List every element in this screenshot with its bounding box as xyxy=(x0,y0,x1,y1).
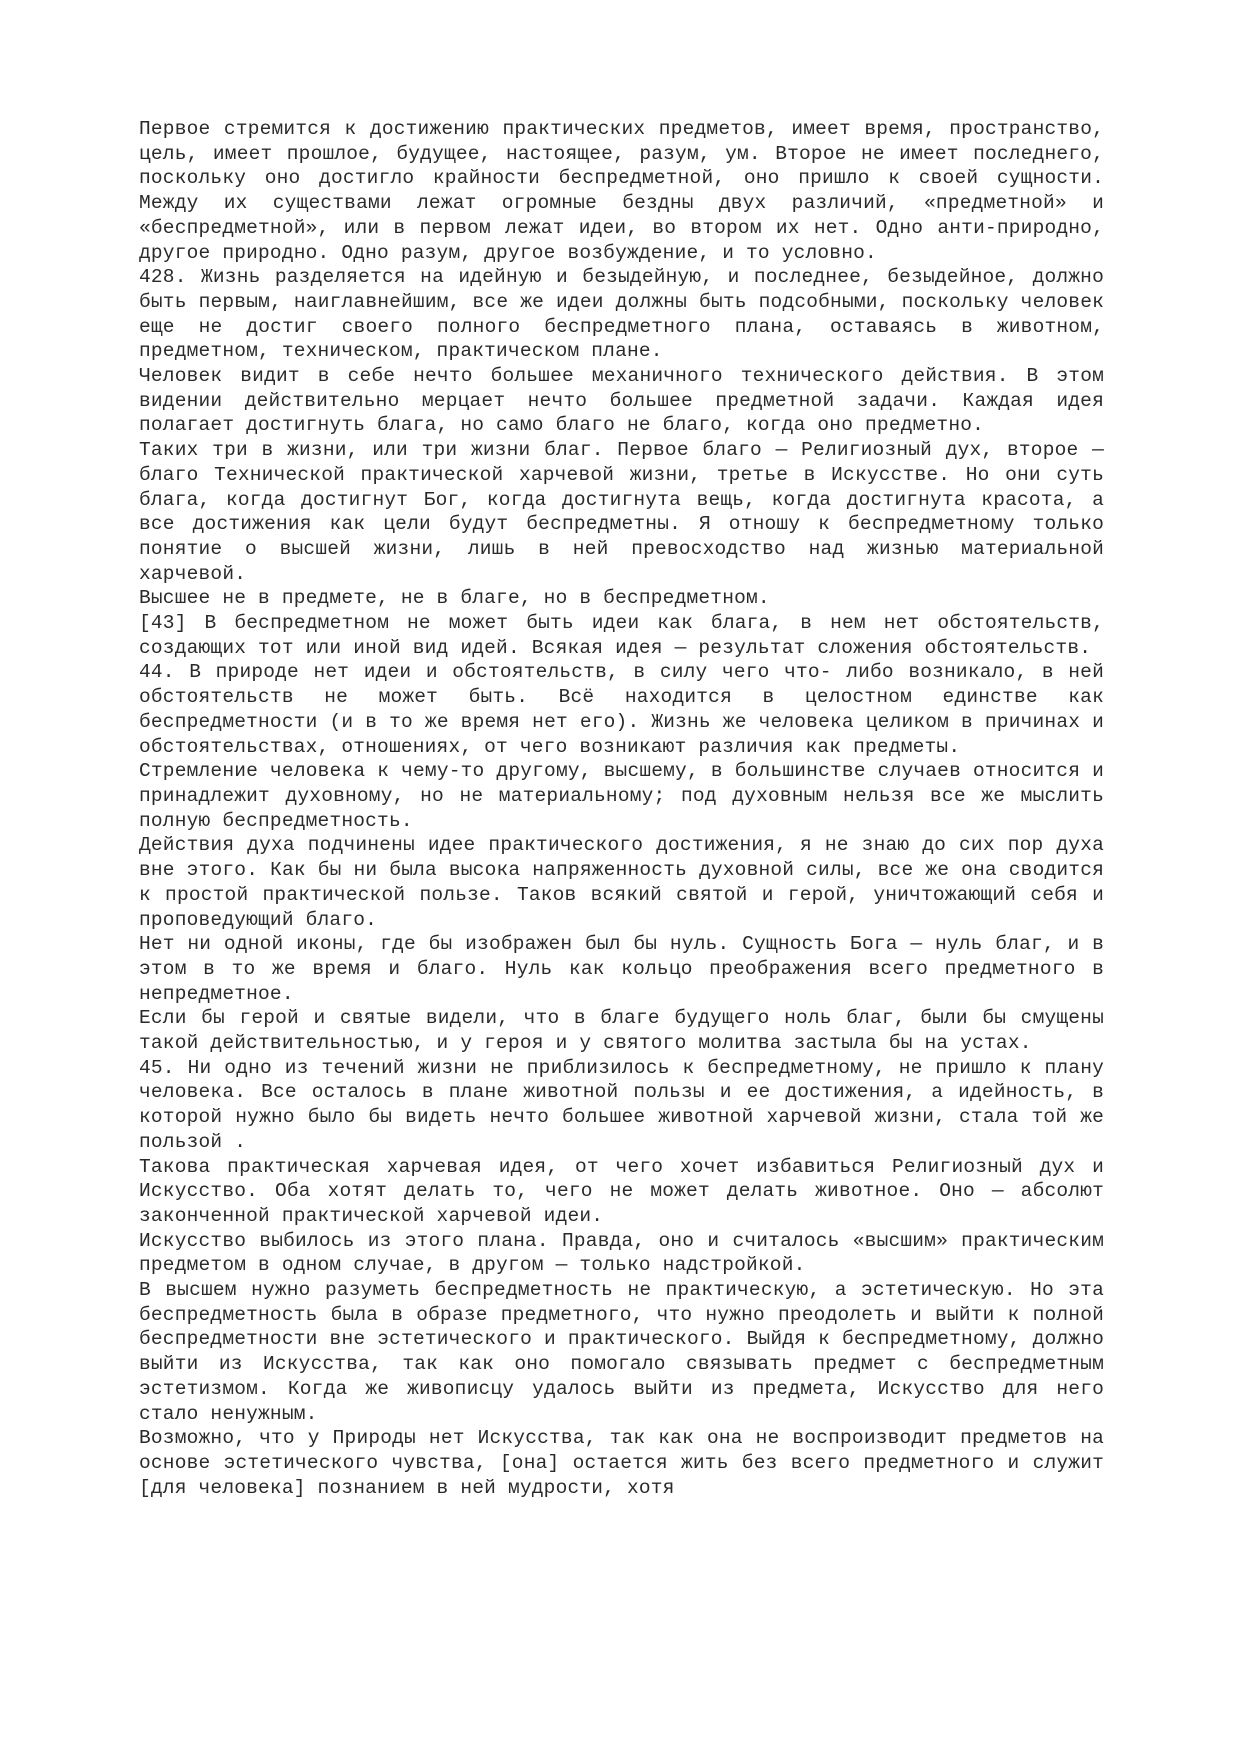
paragraph-1: Первое стремится к достижению практических предметов, имеет время, пространство, цель, имеет прошлое, будущее, настоящее, разум, ум. Второе не имеет последнего, поскольку оно достигло крайности беспредметной, оно пришло к своей сущности. Между их существами лежат огромные бездны двух различий, «предметной» и «беспредметной», или в первом лежат идеи, во втором их нет. Одно анти-природно, другое природно. Одно разум, другое возбуждение, и то условно. xyxy=(139,118,1104,264)
paragraph-16: Возможно, что у Природы нет Искусства, так как она не воспроизводит предметов на основе эстетического чувства, [она] остается жить без всего предметного и служит [для человека] познанием в ней мудрости, хотя xyxy=(139,1427,1104,1499)
paragraph-4: Таких три в жизни, или три жизни благ. Первое благо — Религиозный дух, второе — благо Технической практической харчевой жизни, третье в Искусстве. Но они суть блага, когда достигнут Бог, когда достигнута вещь, когда достигнута красота, а все достижения как цели будут беспредметны. Я отношу к беспредметному только понятие о высшей жизни, лишь в ней превосходство над жизнью материальной харчевой. xyxy=(139,439,1104,585)
paragraph-6: [43] В беспредметном не может быть идеи как блага, в нем нет обстоятельств, создающих тот или иной вид идей. Всякая идея — результат сложения обстоятельств. xyxy=(139,612,1104,659)
paragraph-8: Стремление человека к чему-то другому, высшему, в большинстве случаев относится и принадлежит духовному, но не материальному; под духовным нельзя все же мыслить полную беспредметность. xyxy=(139,760,1104,832)
paragraph-2: 428. Жизнь разделяется на идейную и безыдейную, и последнее, безыдейное, должно быть первым, наиглавнейшим, все же идеи должны быть подсобными, поскольку человек еще не достиг своего полного беспредметного плана, оставаясь в животном, предметном, техническом, практическом плане. xyxy=(139,266,1104,363)
paragraph-7: 44. В природе нет идеи и обстоятельств, в силу чего что- либо возникало, в ней обстоятельств не может быть. Всё находится в целостном единстве как беспредметности (и в то же время нет его). Жизнь же человека целиком в причинах и обстоятельствах, отношениях, от чего возникают различия как предметы. xyxy=(139,661,1104,758)
paragraph-10: Нет ни одной иконы, где бы изображен был бы нуль. Сущность Бога — нуль благ, и в этом в то же время и благо. Нуль как кольцо преображения всего предметного в непредметное. xyxy=(139,933,1104,1005)
paragraph-3: Человек видит в себе нечто большее механичного технического действия. В этом видении действительно мерцает нечто большее предметной задачи. Каждая идея полагает достигнуть блага, но само благо не благо, когда оно предметно. xyxy=(139,365,1104,437)
paragraph-14: Искусство выбилось из этого плана. Правда, оно и считалось «высшим» практическим предметом в одном случае, в другом — только надстройкой. xyxy=(139,1229,1104,1277)
paragraph-9: Действия духа подчинены идее практического достижения, я не знаю до сих пор духа вне этого. Как бы ни была высока напряженность духовной силы, все же она сводится к простой практической пользе. Таков всякий святой и герой, уничтожающий себя и проповедующий благо. xyxy=(139,834,1104,931)
paragraph-11: Если бы герой и святые видели, что в благе будущего ноль благ, были бы смущены такой действительностью, и у героя и у святого молитва застыла бы на устах. xyxy=(139,1007,1104,1055)
paragraph-12: 45. Ни одно из течений жизни не приблизилось к беспредметному, не пришло к плану человека. Все осталось в плане животной пользы и ее достижения, а идейность, в которой нужно было бы видеть нечто большее животной харчевой жизни, стала той же пользой . xyxy=(139,1056,1104,1153)
text-column xyxy=(139,117,1104,1500)
paragraph-15: В высшем нужно разуметь беспредметность не практическую, а эстетическую. Но эта беспредметность была в образе предметного, что нужно преодолеть и выйти к полной беспредметности вне эстетического и практического. Выйдя к беспредметному, должно выйти из Искусства, так как оно помогало связывать предмет с беспредметным эстетизмом. Когда же живописцу удалось выйти из предмета, Искусство для него стало ненужным. xyxy=(139,1279,1104,1425)
paragraph-13: Такова практическая харчевая идея, от чего хочет избавиться Религиозный дух и Искусство. Оба хотят делать то, чего не может делать животное. Оно — абсолют законченной практической харчевой идеи. xyxy=(139,1155,1104,1227)
paragraph-5: Высшее не в предмете, не в благе, но в беспредметном. xyxy=(139,587,770,610)
